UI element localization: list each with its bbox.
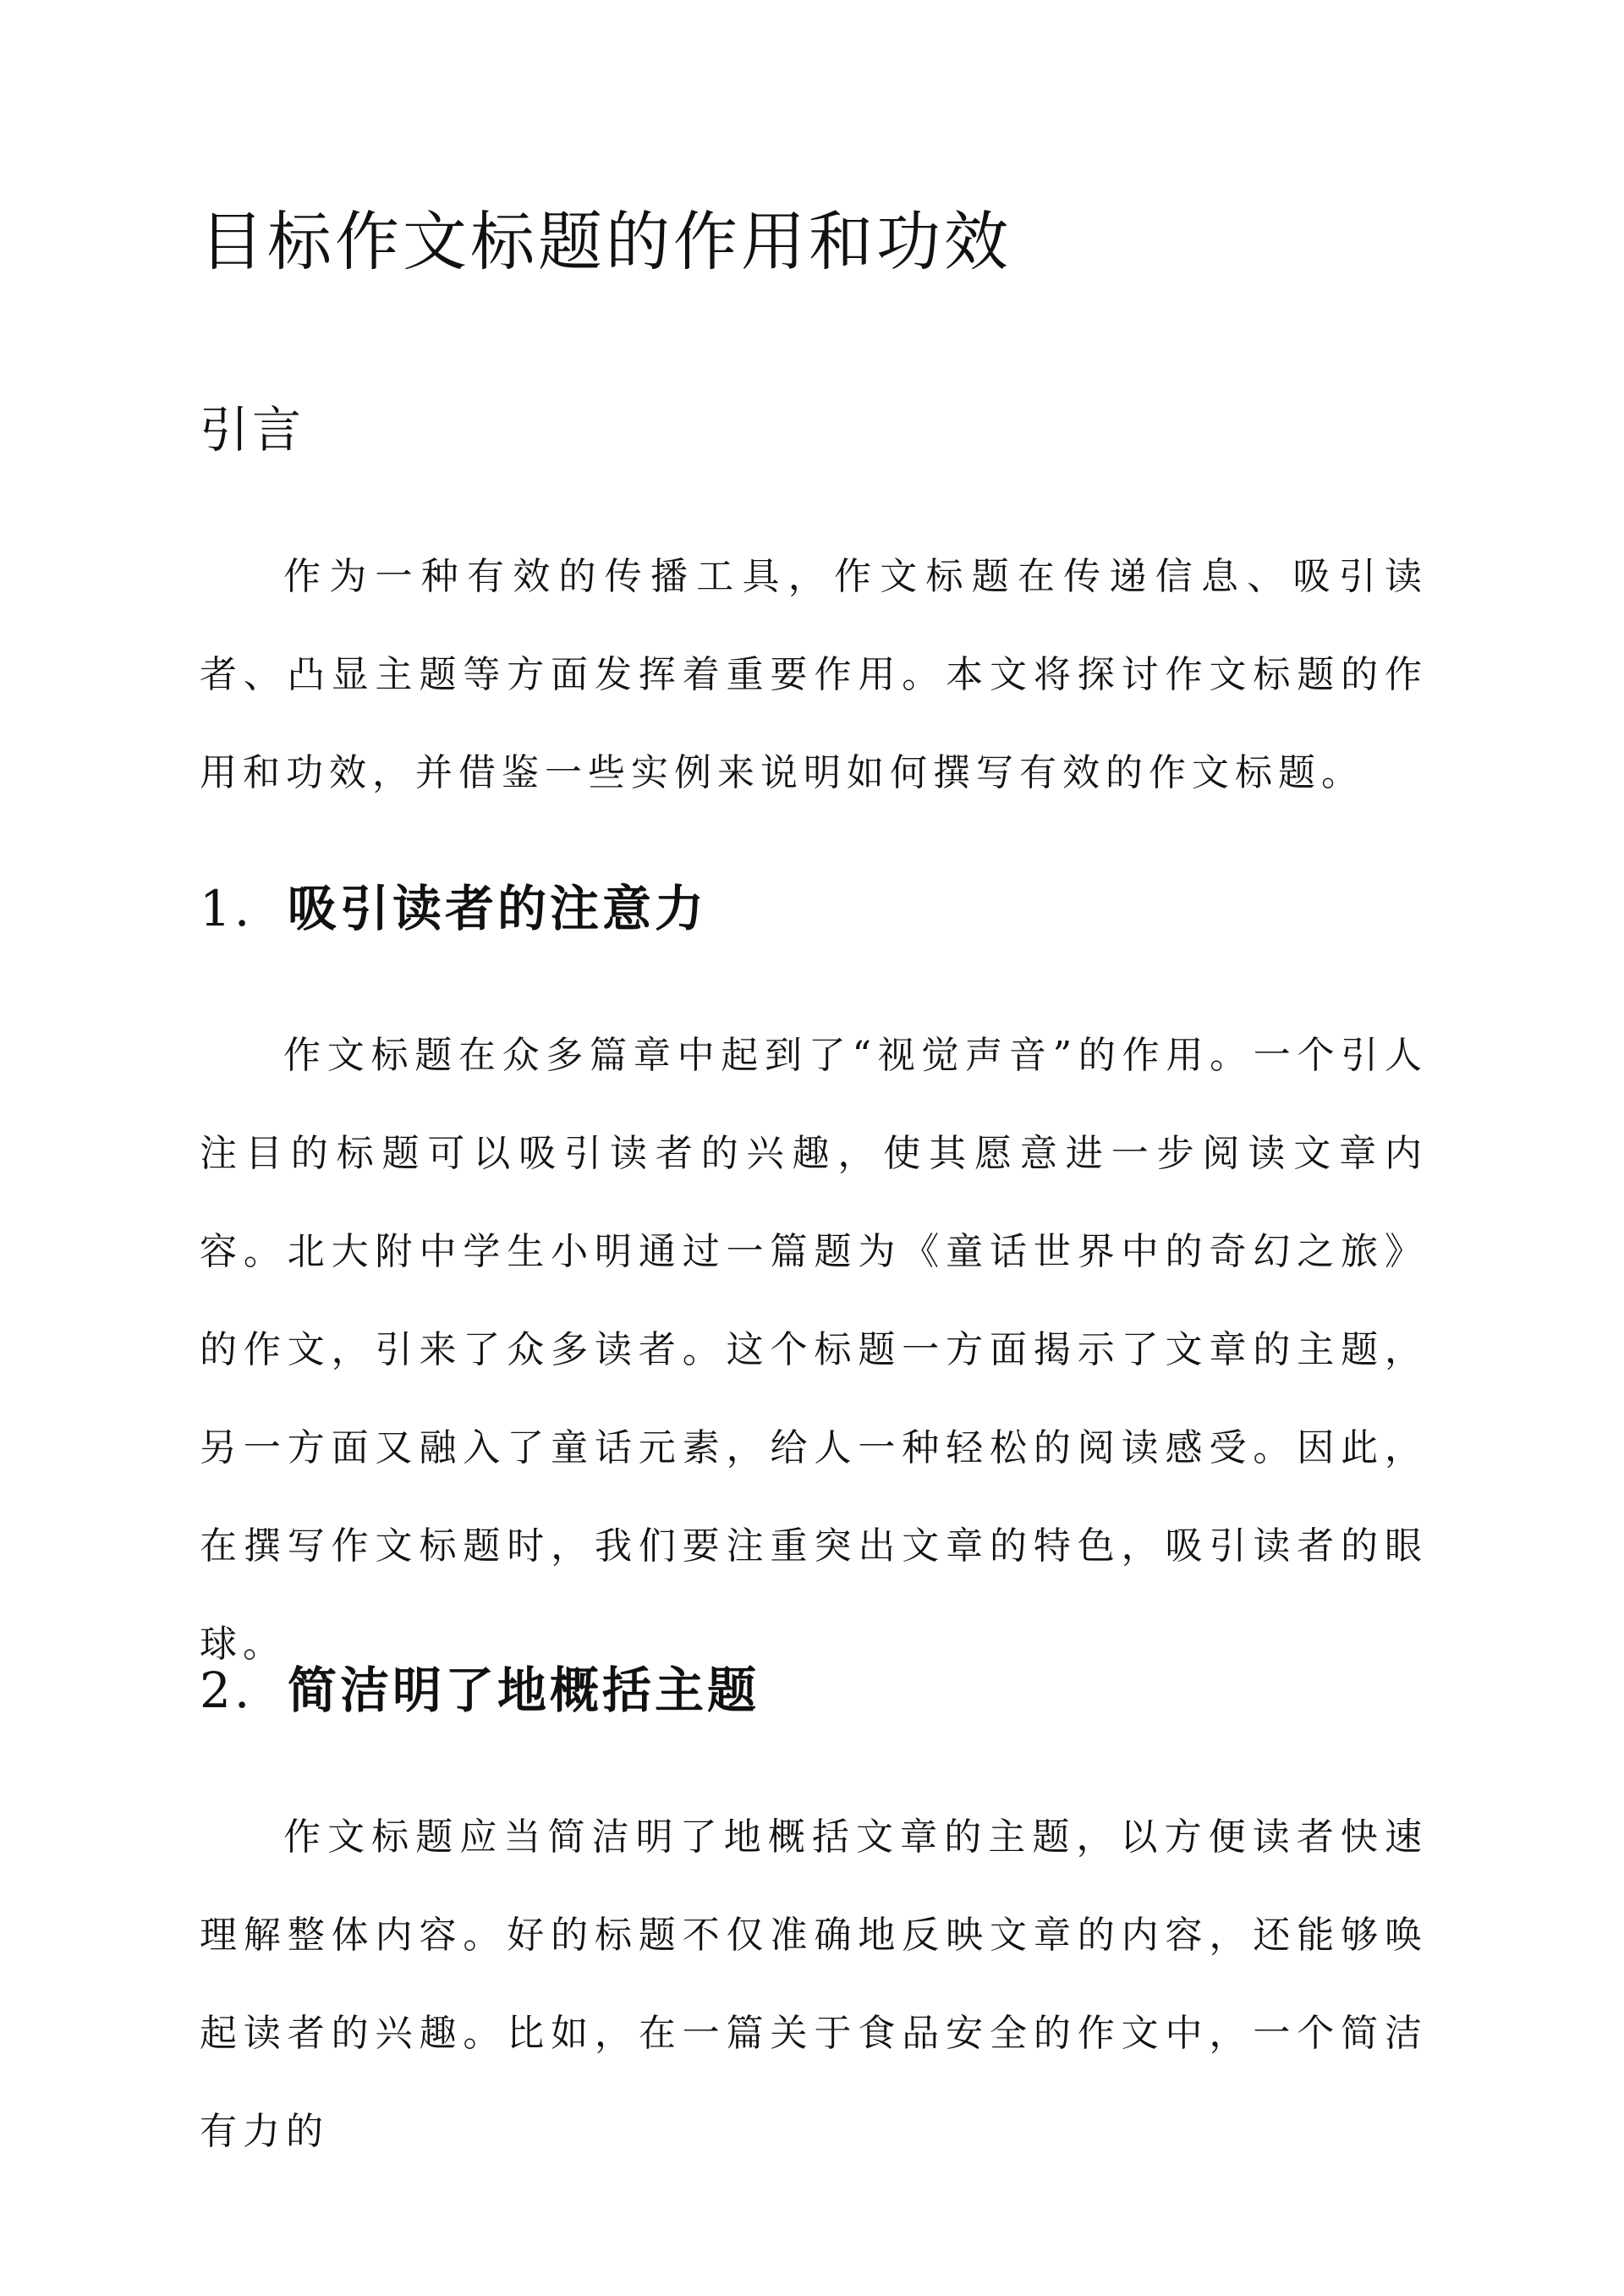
- document-title: 目标作文标题的作用和功效: [200, 204, 1012, 279]
- section-heading-text: 吸引读者的注意力: [288, 880, 708, 937]
- section-heading-text: 简洁明了地概括主题: [288, 1662, 760, 1719]
- section-number: 1.: [200, 880, 254, 937]
- section-2-paragraph: 作文标题应当简洁明了地概括文章的主题，以方便读者快速理解整体内容。好的标题不仅准确地反映文章的内容，还能够唤起读者的兴趣。比如，在一篇关于食品安全的作文中，一个简洁有力的: [200, 1815, 1428, 2153]
- section-heading-2: [200, 1658, 760, 1722]
- section-heading-intro: 引言: [200, 401, 305, 459]
- section-number: 2.: [200, 1662, 254, 1719]
- section-1-paragraph: 作文标题在众多篇章中起到了“视觉声音”的作用。一个引人注目的标题可以吸引读者的兴趣，使其愿意进一步阅读文章内容。北大附中学生小明通过一篇题为《童话世界中的奇幻之旅》的作文，引来了众多读者。这个标题一方面揭示了文章的主题，另一方面又融入了童话元素，给人一种轻松的阅读感受。因此，在撰写作文标题时，我们要注重突出文章的特色，吸引读者的眼球。: [200, 1034, 1428, 1666]
- section-heading-1: [200, 876, 707, 941]
- intro-paragraph: 作为一种有效的传播工具，作文标题在传递信息、吸引读者、凸显主题等方面发挥着重要作用。本文将探讨作文标题的作用和功效，并借鉴一些实例来说明如何撰写有效的作文标题。: [200, 555, 1428, 794]
